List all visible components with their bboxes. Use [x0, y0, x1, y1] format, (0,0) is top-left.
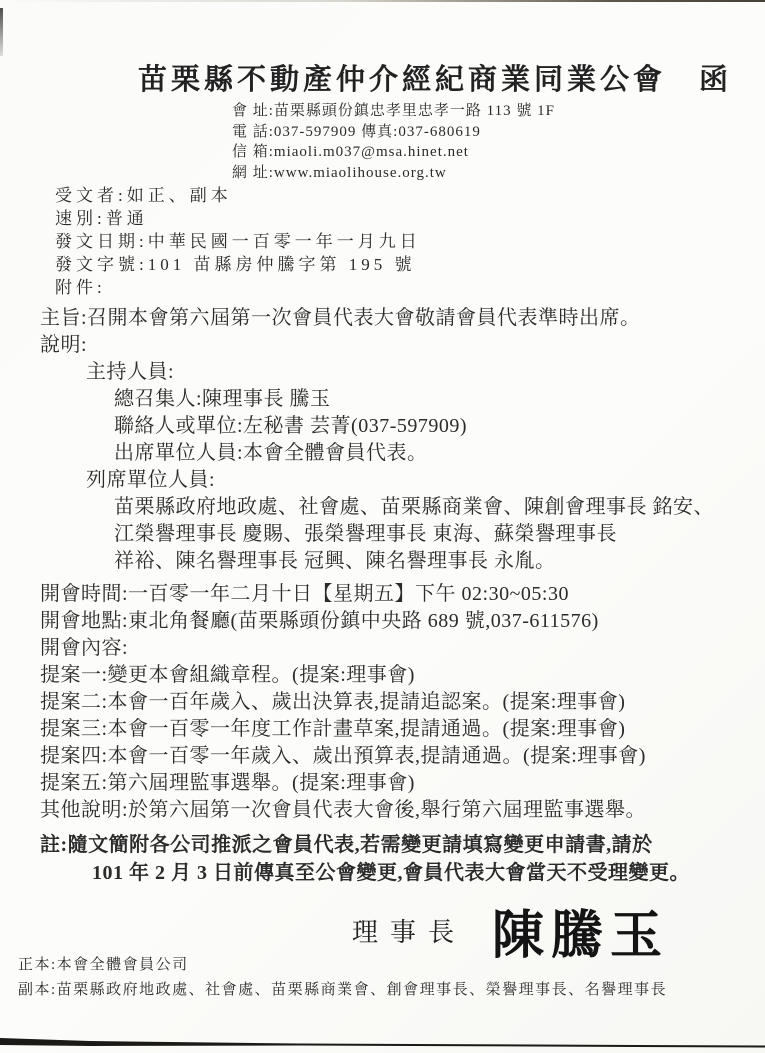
meta-reference-number: 發文字號:101 苗縣房仲騰字第 195 號: [55, 255, 416, 274]
note-line-1: 註:隨文簡附各公司推派之會員代表,若需變更請填寫變更申請書,請於: [40, 834, 653, 856]
signer-name: 陳騰玉: [492, 908, 670, 965]
cc-copy-line: 副本:苗栗縣政府地政處、社會處、苗栗縣商業會、創會理事長、榮譽理事長、名譽理事長: [18, 982, 668, 998]
contact-phone-fax: 電 話:037-597909 傳真:037-680619: [232, 123, 481, 140]
observers-list-line-1: 苗栗縣政府地政處、社會處、苗栗縣商業會、陳創會理事長 銘安、: [114, 496, 714, 518]
letter-title: 苗栗縣不動產仲介經紀商業同業公會 函: [138, 64, 733, 96]
observers-list-line-3: 祥裕、陳名譽理事長 冠興、陳名譽理事長 永胤。: [114, 550, 556, 572]
contact-address: 會 址:苗栗縣頭份鎮忠孝里忠孝一路 113 號 1F: [232, 103, 555, 119]
meta-issue-date: 發文日期:中華民國一百零一年一月九日: [55, 232, 421, 251]
original-copy-line: 正本:本會全體會員公司: [18, 957, 189, 973]
meta-priority: 速別:普通: [55, 209, 148, 228]
important-note: [40, 831, 740, 887]
proposal-1: 提案一:變更本會組織章程。(提案:理事會): [40, 664, 415, 686]
proposal-2: 提案二:本會一百年歲入、歲出決算表,提請追認案。(提案:理事會): [40, 691, 626, 713]
letter-body: [40, 305, 740, 824]
hosts-heading: 主持人員:: [86, 361, 175, 383]
contact-email: 信 箱:miaoli.m037@msa.hinet.net: [232, 144, 469, 160]
observers-list-line-2: 江榮譽理事長 慶賜、張榮譽理事長 東海、蘇榮譽理事長: [114, 523, 617, 545]
agenda-heading: 開會內容:: [40, 637, 129, 659]
scan-artifact-left-edge: [0, 8, 3, 56]
explanation-heading: 說明:: [40, 334, 88, 356]
contact-person-line: 聯絡人或單位:左秘書 芸菁(037-597909): [114, 415, 468, 437]
scan-artifact-top-edge: [0, 0, 765, 2]
association-contact-block: [232, 101, 555, 183]
attendees-line: 出席單位人員:本會全體會員代表。: [114, 442, 428, 464]
observers-heading: 列席單位人員:: [86, 469, 216, 491]
signer-title: 理事長: [352, 918, 467, 947]
convener-line: 總召集人:陳理事長 騰玉: [114, 388, 331, 410]
meta-recipient: 受文者:如正、副本: [55, 186, 232, 205]
scan-artifact-bottom-edge: [0, 1033, 765, 1053]
note-line-2: 101 年 2 月 3 日前傳真至公會變更,會員代表大會當天不受理變更。: [92, 862, 690, 884]
distribution-block: [18, 953, 667, 1003]
subject-line: 主旨:召開本會第六屆第一次會員代表大會敬請會員代表準時出席。: [40, 307, 641, 329]
proposal-4: 提案四:本會一百零一年歲入、歲出預算表,提請通過。(提案:理事會): [40, 745, 646, 767]
proposal-3: 提案三:本會一百零一年度工作計畫草案,提請通過。(提案:理事會): [40, 718, 626, 740]
other-notes-line: 其他說明:於第六屆第一次會員代表大會後,舉行第六屆理監事選舉。: [40, 799, 647, 821]
meeting-location-line: 開會地點:東北角餐廳(苗栗縣頭份鎮中央路 689 號,037-611576): [40, 610, 599, 632]
document-meta-block: [55, 184, 421, 299]
meeting-time-line: 開會時間:一百零一年二月十日【星期五】下午 02:30~05:30: [40, 583, 569, 605]
contact-website: 網 址:www.miaolihouse.org.tw: [232, 164, 447, 181]
meta-attachment: 附件:: [55, 278, 106, 297]
proposal-5: 提案五:第六屆理監事選舉。(提案:理事會): [40, 772, 415, 794]
